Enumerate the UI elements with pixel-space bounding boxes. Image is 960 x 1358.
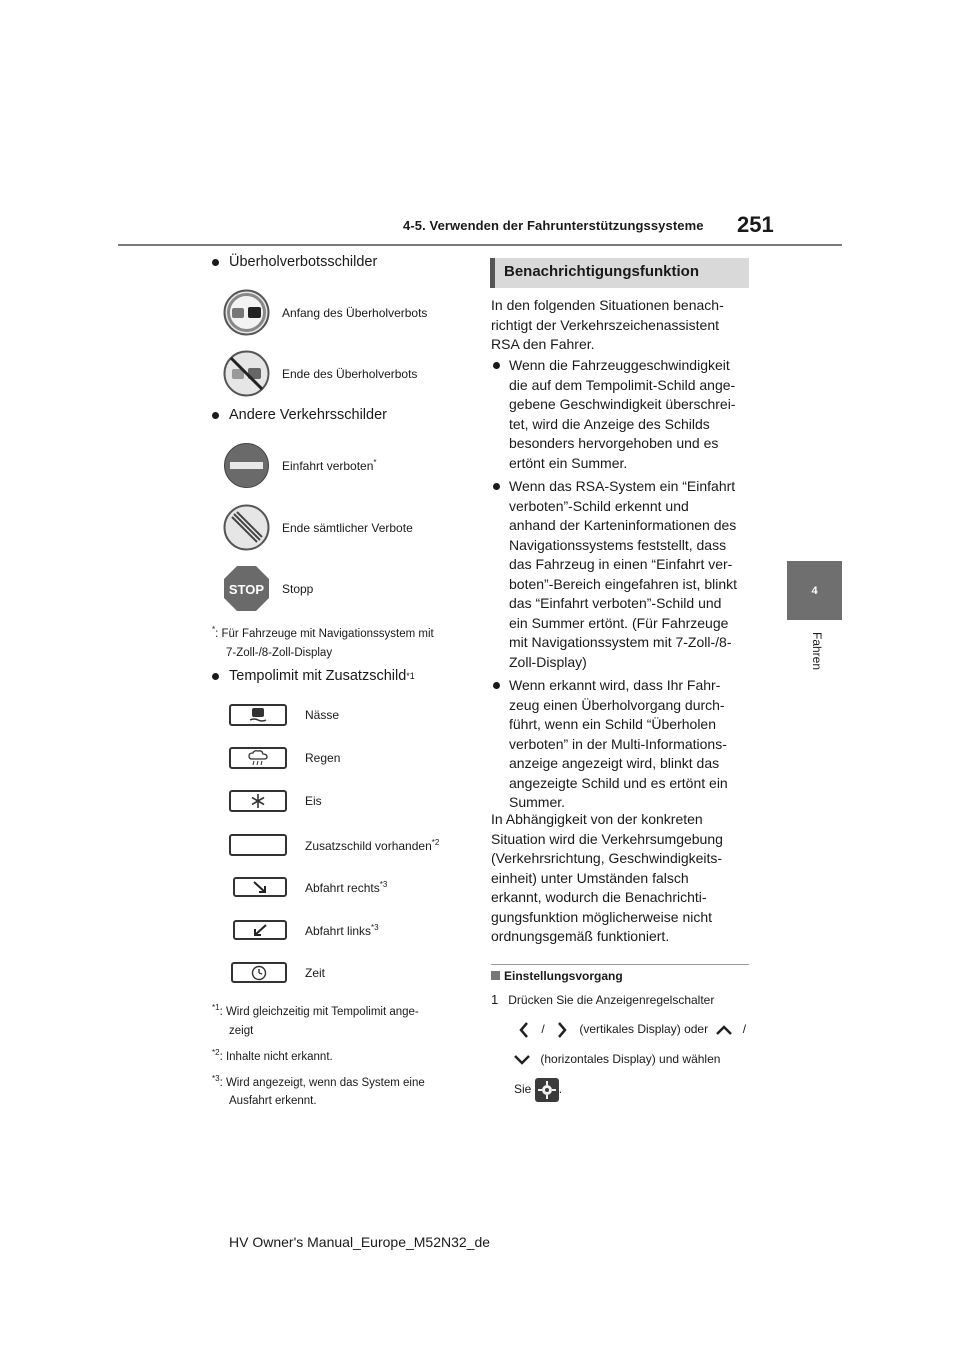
- plate-row-rain: [229, 747, 340, 769]
- chevron-right-icon: [556, 1021, 568, 1039]
- gear-icon: [535, 1078, 559, 1102]
- plate-label: Nässe: [305, 708, 340, 722]
- plate-label: Zusatzschild vorhanden$^{*2}$: [305, 837, 440, 853]
- chevron-up-icon: [715, 1024, 733, 1036]
- sign-label: Ende sämtlicher Verbote: [282, 520, 413, 535]
- list-item: Wenn erkannt wird, dass Ihr Fahr- zeug einen Überholvorgang durch- führt, wenn ein Schild “Überholen verboten” in der Multi-Informations- anzeige angezeigt wird, blinkt das angezeigte Schild und es ertönt ein Summer.: [493, 676, 753, 813]
- plate-row-time: [231, 962, 325, 983]
- plate-label: Zeit: [305, 965, 326, 980]
- chapter-tab: 4: [787, 561, 842, 620]
- subsection-heading: Einstellungsvorgang: [491, 964, 749, 983]
- square-bullet-icon: [491, 971, 500, 980]
- sign-label: Ende des Überholverbots: [282, 366, 418, 381]
- header-divider: [118, 244, 842, 246]
- no-entry-sign-icon: [223, 442, 270, 489]
- footer-manual-id: HV Owner's Manual_Europe_M52N32_de: [229, 1234, 491, 1250]
- section-title-accent: [490, 258, 495, 288]
- svg-text:STOP: STOP: [228, 582, 265, 597]
- wet-road-plate-icon: [229, 704, 287, 726]
- stop-sign-icon: [223, 565, 270, 612]
- page-number: 251: [737, 212, 774, 237]
- time-plate-icon: [231, 962, 287, 983]
- bullet-icon: [493, 682, 500, 689]
- end-no-overtaking-sign-icon: [223, 350, 270, 397]
- plate-row-blank: [229, 834, 439, 856]
- sign-row-end-no-overtaking: [223, 350, 417, 397]
- heading-other-signs: Andere Verkehrsschilder: [212, 407, 387, 423]
- sign-label: Stopp: [282, 581, 314, 596]
- heading-speed-limit-plates: Tempolimit mit Zusatzschild *1: [212, 668, 415, 684]
- plate-row-ice: [229, 790, 322, 812]
- sign-row-no-overtaking: [223, 289, 427, 336]
- footnotes-speed-limit: $^{*1}$: Wird gleichzeitig mit Tempolimit ange- zeigt $^{*2}$: Inhalte nicht erkannt. $^{*3}$: Wird angezeigt, wenn das System eine Ausfahrt erkennt.: [212, 1003, 425, 1108]
- chevron-left-icon: [518, 1021, 530, 1039]
- section-title-box: [490, 258, 749, 288]
- notification-bullets: [493, 356, 753, 813]
- plate-label: Regen: [305, 751, 341, 765]
- setup-step: 1 Drücken Sie die Anzeigenregelschalter / (vertikales Display) oder / (horizontales Display) und wählen Sie .: [491, 986, 753, 1104]
- blank-plate-icon: [229, 834, 287, 856]
- plate-row-wet: [229, 704, 339, 726]
- list-item: Wenn das RSA-System ein “Einfahrt verboten”-Schild erkennt und anhand der Karteninformationen des Navigationssystems feststellt, dass das Fahrzeug in einen “Einfahrt ver- boten”-Bereich eingefahren ist, blinkt das “Einfahrt verboten”-Schild und ein Summer ertönt. (Für Fahrzeuge mit Navigationssystem mit 7-Zoll-/8- Zoll-Display): [493, 477, 753, 672]
- intro-paragraph: In den folgenden Situationen benach- richtigt der Verkehrszeichenassistent RSA den Fahrer.: [491, 297, 724, 352]
- bullet-icon: [212, 673, 219, 680]
- plate-label: Eis: [305, 794, 322, 808]
- sign-label: Einfahrt verboten*: [282, 458, 377, 473]
- chapter-label: Fahren: [810, 632, 824, 671]
- list-item: Wenn die Fahrzeuggeschwindigkeit die auf dem Tempolimit-Schild ange- gebene Geschwindigkeit überschrei- tet, wird die Anzeige des Schilds besonders hervorgehoben und es ertönt ein Summer.: [493, 356, 753, 473]
- rain-plate-icon: [229, 747, 287, 769]
- section-title: Benachrichtigungsfunktion: [504, 263, 699, 280]
- heading-overtaking-signs: Überholverbotsschilder: [212, 254, 377, 270]
- bullet-icon: [493, 362, 500, 369]
- sign-row-stop: [223, 565, 313, 612]
- plate-row-exit-right: [233, 877, 387, 897]
- end-all-restrictions-sign-icon: [223, 504, 270, 551]
- sign-row-no-entry: [223, 442, 377, 489]
- exit-right-plate-icon: [233, 877, 287, 897]
- sign-label: Anfang des Überholverbots: [282, 305, 428, 320]
- bullet-icon: [493, 483, 500, 490]
- ice-plate-icon: [229, 790, 287, 812]
- plate-label: Abfahrt rechts$^{*3}$: [305, 879, 388, 895]
- exit-left-plate-icon: [233, 920, 287, 940]
- bullet-icon: [212, 412, 219, 419]
- sign-row-end-restrictions: [223, 504, 413, 551]
- chevron-down-icon: [513, 1054, 531, 1066]
- bullet-icon: [212, 259, 219, 266]
- section-header-title: 4-5. Verwenden der Fahrunterstützungssysteme: [403, 218, 704, 233]
- footnote-navigation: *: Für Fahrzeuge mit Navigationssystem mit 7-Zoll-/8-Zoll-Display: [212, 625, 434, 659]
- closing-paragraph: In Abhängigkeit von der konkreten Situation wird die Verkehrsumgebung (Verkehrsrichtung, Geschwindigkeits- einheit) unter Umständen falsch erkannt, wodurch die Benachrichti- gungsfunktion möglicherweise nicht ordnungsgemäß funktioniert.: [491, 811, 723, 944]
- no-overtaking-sign-icon: [223, 289, 270, 336]
- plate-row-exit-left: [233, 920, 379, 940]
- plate-label: Abfahrt links$^{*3}$: [305, 922, 379, 938]
